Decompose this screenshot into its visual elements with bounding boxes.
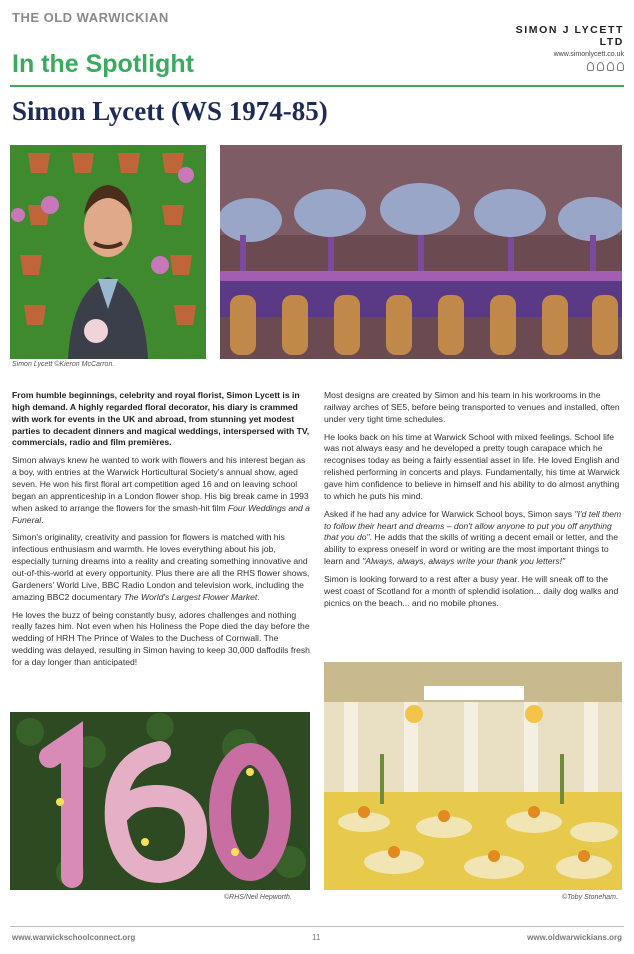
hall-caption: ©Toby Stoneham. <box>562 894 618 901</box>
right-paragraph-4: Simon is looking forward to a rest after a busy year. He will sneak off to the west coast of Scotland for a month of splendid isolation... daily dog walks and picnics on the beach... and no mobile phones. <box>324 574 619 608</box>
flower-150-photo <box>10 712 310 890</box>
right-paragraph-1: Most designs are created by Simon and his team in his workrooms in the railway arches of SE5, before being transported to venues and installed, often under very tight time schedules. <box>324 390 620 424</box>
footer-divider <box>10 926 624 927</box>
footer-right-url[interactable]: www.oldwarwickians.org <box>527 933 622 942</box>
portrait-caption: Simon Lycett ©Kieron McCarron. <box>12 361 115 368</box>
banqueting-hall-photo <box>324 662 622 890</box>
masthead: THE OLD WARWICKIAN <box>12 10 169 25</box>
section-title: In the Spotlight <box>12 50 194 78</box>
right-paragraph-3: Asked if he had any advice for Warwick School boys, Simon says "I'd tell them to follow their heart and dreams – don't allow anyone to put you off anything that you do". He adds that the skills of writing a decent email or letter, and the ability to express oneself in word or writing are the most important things to learn and "Always, always, always write your thank you letters!" <box>324 508 622 567</box>
left-paragraph-2: Simon's originality, creativity and passion for flowers is matched with his infectious enthusiasm and warmth. He loves everything about his job, especially turning dreams into a reality and creating something innovative and out-of-this-world at every opportunity. Plus there are all the RHS flower shows, Gardeners' World Live, BBC Radio London and television work, including the amazing BBC2 documentary The World's Largest Flower Market. <box>12 532 310 602</box>
right-paragraph-2: He looks back on his time at Warwick School with mixed feelings. School life was not always easy and he developed a pretty tough carapace which he recognises today as being a fairly essential asset in life. He loved English and relished performing in concerts and plays. Fundamentally, his time at Warwick gave him confidence to believe in himself and his ability to do almost anything to which he puts his mind. <box>324 431 620 501</box>
thank-you-quote: "Always, always, always write your thank you letters!" <box>362 556 566 567</box>
simon-lycett-logo <box>500 24 624 71</box>
footer-left-url[interactable]: www.warwickschoolconnect.org <box>12 933 136 942</box>
right-article-column <box>324 390 622 616</box>
film-title: Four Weddings and a Funeral <box>12 502 310 525</box>
page-number: 11 <box>312 933 321 942</box>
advice-quote: "I'd tell them to follow their heart and dreams – don't allow anyone to put you off anything that you do" <box>324 508 622 543</box>
article-headline: Simon Lycett (WS 1974-85) <box>12 96 328 126</box>
logo-name: SIMON J LYCETT LTD <box>515 24 624 48</box>
title-divider <box>10 85 624 87</box>
left-paragraph-3: He loves the buzz of being constantly busy, adores challenges and nothing really fazes him. Not even when his Holiness the Pope died the day before the wedding of HRH The Prince of Wales to the Duchess of Cornwall. The wedding was delayed, resulting in Simon having to keep 30,000 daffodils fresh for a day longer than anticipated! <box>12 609 310 668</box>
portrait-photo <box>10 145 206 359</box>
flower-150-caption: ©RHS/Neil Hepworth. <box>224 894 292 901</box>
left-article-column <box>12 390 310 675</box>
banquet-photo <box>220 145 622 359</box>
logo-url: www.simonlycett.co.uk <box>553 51 624 58</box>
left-paragraph-1: Simon always knew he wanted to work with flowers and his interest began as a boy, with entries at the Warwick Horticultural Society's annual show, aged seven. He won his first floral art competition aged 16 and on leaving school began an apprenticeship in a London flower shop. His big break came in 1993 when asked to arrange the flowers for the smash-hit film Four Weddings and a Funeral. <box>12 455 310 525</box>
documentary-title: The World's Largest Flower Market <box>123 591 258 602</box>
lead-paragraph: From humble beginnings, celebrity and royal florist, Simon Lycett is in high demand. A highly regarded floral decorator, his diary is crammed with work for events in the UK and abroad, from stunning yet modest parties to decadent dinners and magical weddings, interspersed with TV, commercials, radio and film premières. <box>12 390 310 448</box>
logo-flower-icons <box>500 62 624 71</box>
